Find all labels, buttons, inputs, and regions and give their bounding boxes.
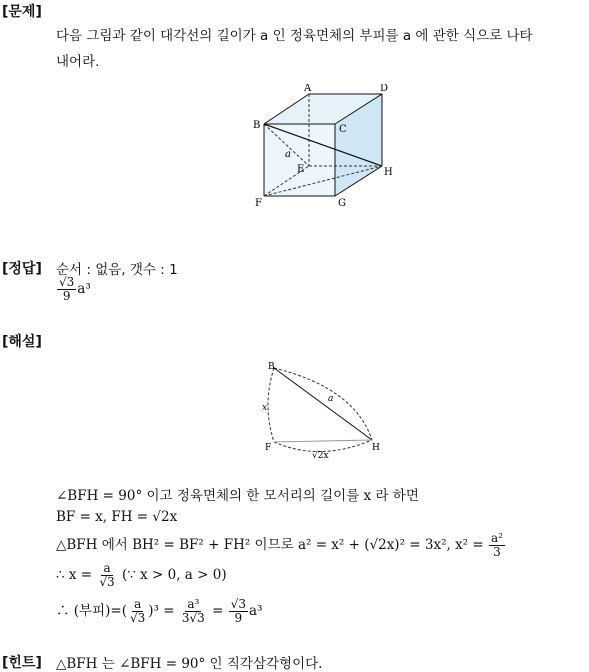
triangle-diagram: [260, 360, 390, 460]
exp-l5-end: a³: [248, 603, 263, 619]
cube-label-E: E: [297, 164, 305, 175]
cube-label-C: C: [339, 124, 347, 135]
cube-label-F: F: [255, 198, 262, 209]
explanation-line-1: ∠BFH = 90° 이고 정육면체의 한 모서리의 길이를 x 라 하면: [56, 488, 419, 504]
tri-label-x: x: [262, 403, 268, 413]
cube-label-D: D: [380, 84, 389, 94]
tri-label-a: a: [328, 394, 334, 404]
cube-label-H: H: [384, 167, 393, 178]
tri-label-B: B: [268, 362, 275, 372]
explanation-line-4: [56, 562, 227, 589]
tri-label-base: √2x: [312, 451, 329, 460]
exp-l4-den: √3: [99, 575, 115, 589]
cube-face-front: [264, 124, 335, 196]
explanation-line-3: [56, 532, 506, 559]
answer-line-1: 순서 : 없음, 갯수 : 1: [56, 262, 178, 278]
answer-formula: [56, 276, 91, 303]
exp-l3-text: △BFH 에서 BH² = BF² + FH² 이므로 a² = x² + (√2x)² = 3x², x² =: [56, 537, 488, 553]
tri-label-F: F: [265, 443, 272, 453]
problem-line-1: 다음 그림과 같이 대각선의 길이가 a 인 정육면체의 부피를 a 에 관한 식으로 나타: [56, 28, 533, 44]
exp-l5-num2: a³: [187, 597, 200, 611]
answer-frac-den: 9: [62, 289, 71, 303]
problem-line-2: 내어라.: [56, 54, 100, 70]
explanation-line-2: BF = x, FH = √2x: [56, 509, 178, 525]
hint-tag: [힌트]: [2, 655, 42, 671]
tri-label-H: H: [372, 443, 380, 453]
exp-l5-num1: a: [134, 597, 142, 611]
problem-tag: [문제]: [2, 4, 42, 20]
exp-l5-den3: 9: [234, 611, 243, 625]
exp-l5-den1: √3: [130, 611, 146, 625]
cube-label-G: G: [338, 198, 346, 209]
explanation-tag: [해설]: [2, 334, 42, 350]
cube-label-B: B: [253, 120, 261, 131]
exp-l3-num: a²: [491, 531, 503, 545]
exp-l5-eq: =: [207, 603, 228, 619]
exp-l3-den: 3: [493, 545, 501, 559]
exp-l5-den2: 3√3: [181, 611, 205, 625]
exp-l4-text: ∴ x =: [56, 567, 97, 583]
explanation-line-5: [56, 598, 262, 625]
hint-line: △BFH 는 ∠BFH = 90° 인 직각삼각형이다.: [56, 656, 323, 672]
answer-tag: [정답]: [2, 261, 42, 277]
answer-tail: a³: [77, 281, 91, 297]
answer-frac-num: √3: [59, 275, 75, 289]
exp-l4-num: a: [103, 561, 111, 575]
cube-label-A: A: [304, 84, 312, 94]
exp-l5-start: ∴ (부피)=(: [56, 603, 127, 619]
exp-l5-num3: √3: [230, 597, 246, 611]
cube-diagram: [250, 84, 400, 209]
cube-label-diag-a: a: [285, 149, 291, 160]
exp-l5-mid: )³ =: [148, 603, 179, 619]
exp-l4-cond: (∵ x > 0, a > 0): [117, 567, 227, 583]
